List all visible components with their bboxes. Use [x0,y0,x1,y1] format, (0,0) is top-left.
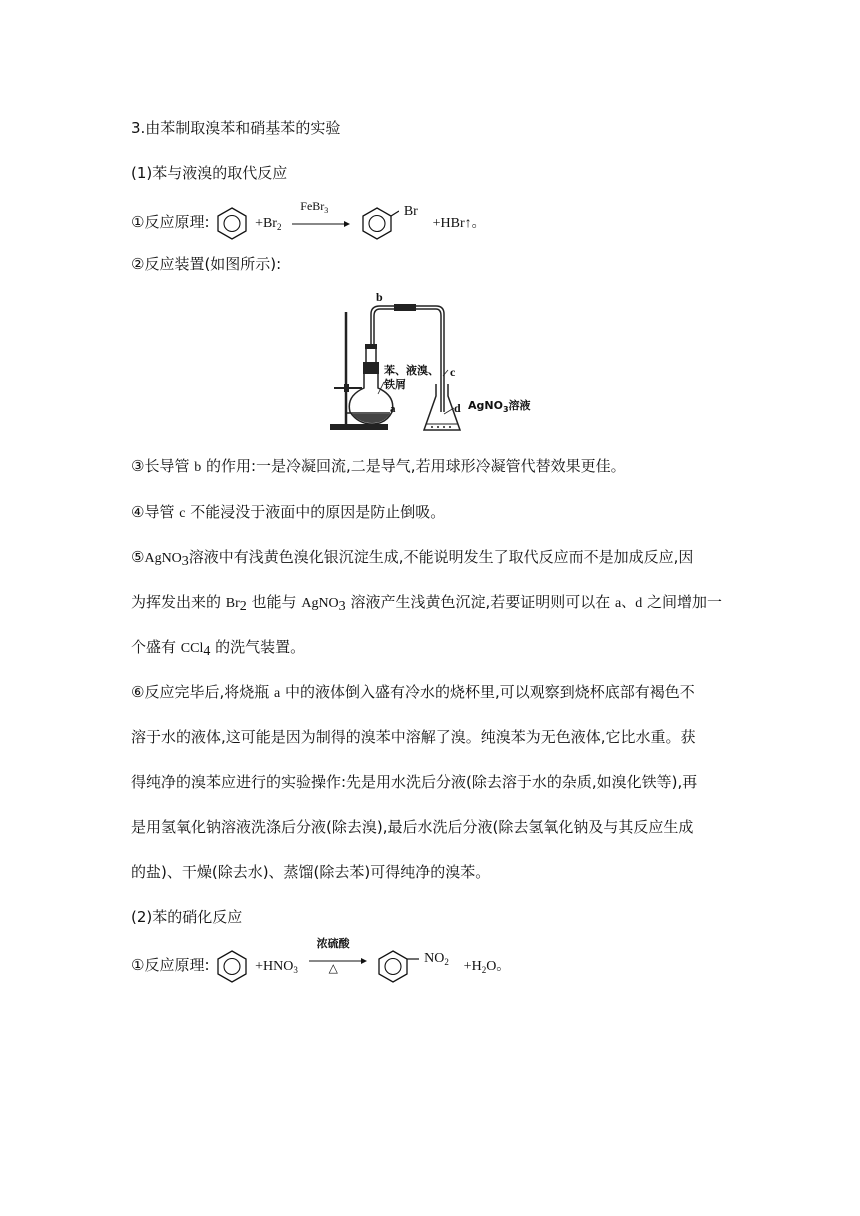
part2-condition-bottom: △ [328,960,338,975]
part1-reaction-equation [131,198,486,239]
apparatus-diagram [326,284,536,438]
benzene-ring-icon [214,206,250,240]
part1-reaction-arrow [290,198,350,238]
label-d: d [454,401,461,415]
note-6-line-2: 溶于水的液体,这可能是因为制得的溴苯中溶解了溴。纯溴苯为无色液体,它比水重。获 [131,728,696,746]
bromobenzene-ring-icon [359,206,399,240]
part1-title: (1)苯与液溴的取代反应 [131,164,288,182]
part2-reactant2: $+HNO_3$ [255,959,298,975]
label-contents-2: 铁屑 [384,378,406,391]
note-5-line-2: 为挥发出来的 $Br_2$ 也能与 AgNO$_3$ 溶液产生浅黄色沉淀,若要证明则可以在 a、d 之间增加一 [131,593,722,614]
part1-product-group: Br [403,204,418,219]
part1-byproduct: +HBr↑。 [432,216,486,231]
part2-reaction-equation [131,936,511,985]
label-a: a [390,403,396,415]
note-6-line-3: 得纯净的溴苯应进行的实验操作:先是用水洗后分液(除去溶于水的杂质,如溴化铁等),再 [131,773,698,791]
note-4: ④导管 c 不能浸没于液面中的原因是防止倒吸。 [131,503,446,521]
part1-catalyst: FeBr$_3$ [300,198,329,215]
part1-reactant2: $+Br_2$ [255,216,282,232]
dropping-funnel [363,362,379,374]
part2-reaction-arrow [307,936,367,984]
label-solution: AgNO$_3$溶液 [468,399,531,414]
part2-principle-label: ①反应原理: [131,956,210,974]
note-6-line-4: 是用氢氧化钠溶液洗涤后分液(除去溴),最后水洗后分液(除去氢氧化钠及与其反应生成 [131,818,694,836]
part2-product-group: $NO_2$ [424,951,449,967]
note-3: ③长导管 b 的作用:一是冷凝回流,二是导气,若用球形冷凝管代替效果更佳。 [131,457,626,475]
note-5-line-3: 个盛有 CCl$_4$ 的洗气装置。 [131,638,306,659]
label-c: c [450,365,456,379]
label-contents-1: 苯、液溴、 [384,364,439,377]
note-6-line-5: 的盐)、干燥(除去水)、蒸馏(除去苯)可得纯净的溴苯。 [131,863,491,881]
part2-condition-top: 浓硫酸 [316,936,350,950]
part1-apparatus-label: ②反应装置(如图所示): [131,255,282,273]
benzene-ring-icon [214,949,250,983]
note-6-line-1: ⑥反应完毕后,将烧瓶 a 中的液体倒入盛有冷水的烧杯里,可以观察到烧杯底部有褐色不 [131,683,695,701]
label-b: b [376,290,383,304]
part2-byproduct: $+H_2O$。 [463,959,511,975]
part1-principle-label: ①反应原理: [131,213,210,231]
note-5-line-1: ⑤AgNO$_3$溶液中有浅黄色溴化银沉淀生成,不能说明发生了取代反应而不是加成反应,因 [131,548,694,569]
arrow-icon [290,208,350,238]
section-title: 3.由苯制取溴苯和硝基苯的实验 [131,119,341,137]
nitrobenzene-ring-icon [375,949,419,983]
tube-connector [394,304,416,311]
part2-title: (2)苯的硝化反应 [131,908,243,926]
